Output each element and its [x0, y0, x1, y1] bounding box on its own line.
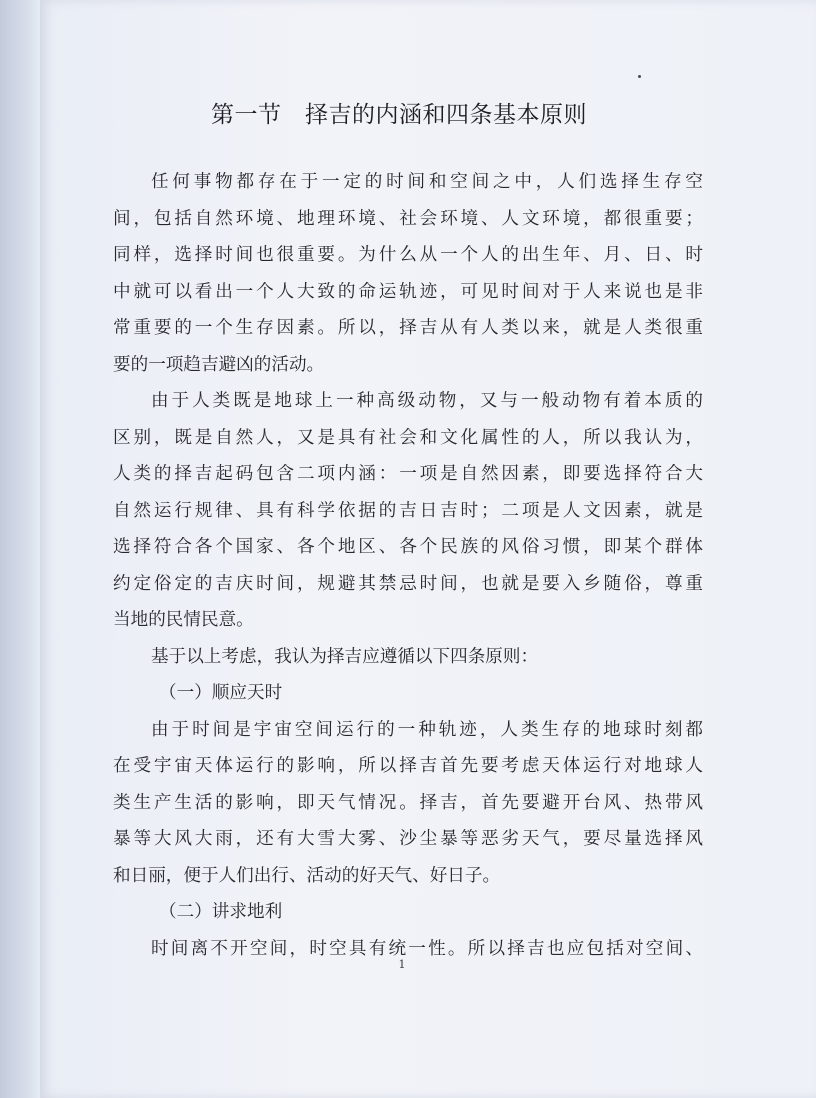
paragraph-line: 和日丽，便于人们出行、活动的好天气、好日子。 [113, 865, 501, 886]
paragraph-line: 选择符合各个国家、各个地区、各个民族的风俗习惯，即某个群体 [113, 537, 703, 557]
section-title: 第一节 择吉的内涵和四条基本原则 [211, 102, 587, 128]
subheading-shunying-tianshi: （一）顺应天时 [159, 683, 283, 703]
paragraph-line: 人类的择吉起码包含二项内涵：一项是自然因素，即要选择符合大 [113, 464, 703, 484]
paragraph-line: 中就可以看出一个人大致的命运轨迹，可见时间对于人来说也是非 [113, 281, 703, 302]
paragraph-line: 区别，既是自然人，又是具有社会和文化属性的人，所以我认为， [113, 427, 703, 448]
scan-speck [638, 75, 641, 78]
paragraph-line: 在受宇宙天体运行的影响，所以择吉首先要考虑天体运行对地球人 [113, 756, 703, 776]
paragraph-line: 同样，选择时间也很重要。为什么从一个人的出生年、月、日、时 [113, 245, 703, 265]
paragraph-line: 时间离不开空间，时空具有统一性。所以择吉也应包括对空间、 [151, 938, 703, 959]
paragraph-line: 当地的民情民意。 [113, 610, 254, 630]
paragraph-line: 约定俗定的吉庆时间，规避其禁忌时间，也就是要入乡随俗，尊重 [113, 573, 703, 594]
body-text [113, 164, 703, 967]
paragraph-line: 类生产生活的影响，即天气情况。择吉，首先要避开台风、热带风 [113, 792, 703, 813]
subheading-jiangqiu-dili: （二）讲求地利 [159, 902, 283, 922]
page-number: 1 [398, 958, 406, 971]
scan-background-edge [0, 0, 40, 1098]
paragraph-line: 要的一项趋吉避凶的活动。 [113, 354, 325, 375]
paragraph-line: 任何事物都存在于一定的时间和空间之中，人们选择生存空 [151, 172, 703, 192]
paragraph-line: 由于人类既是地球上一种高级动物，又与一般动物有着本质的 [151, 391, 703, 411]
paragraph-line: 基于以上考虑，我认为择吉应遵循以下四条原则： [151, 646, 539, 667]
paragraph-line: 暴等大风大雨，还有大雪大雾、沙尘暴等恶劣天气，要尽量选择风 [113, 829, 703, 849]
paragraph-line: 间，包括自然环境、地理环境、社会环境、人文环境，都很重要； [113, 208, 703, 229]
paragraph-line: 常重要的一个生存因素。所以，择吉从有人类以来，就是人类很重 [113, 318, 703, 338]
document-page [40, 0, 816, 1098]
paragraph-line: 由于时间是宇宙空间运行的一种轨迹，人类生存的地球时刻都 [151, 719, 703, 740]
paragraph-line: 自然运行规律、具有科学依据的吉日吉时；二项是人文因素，就是 [113, 500, 703, 521]
